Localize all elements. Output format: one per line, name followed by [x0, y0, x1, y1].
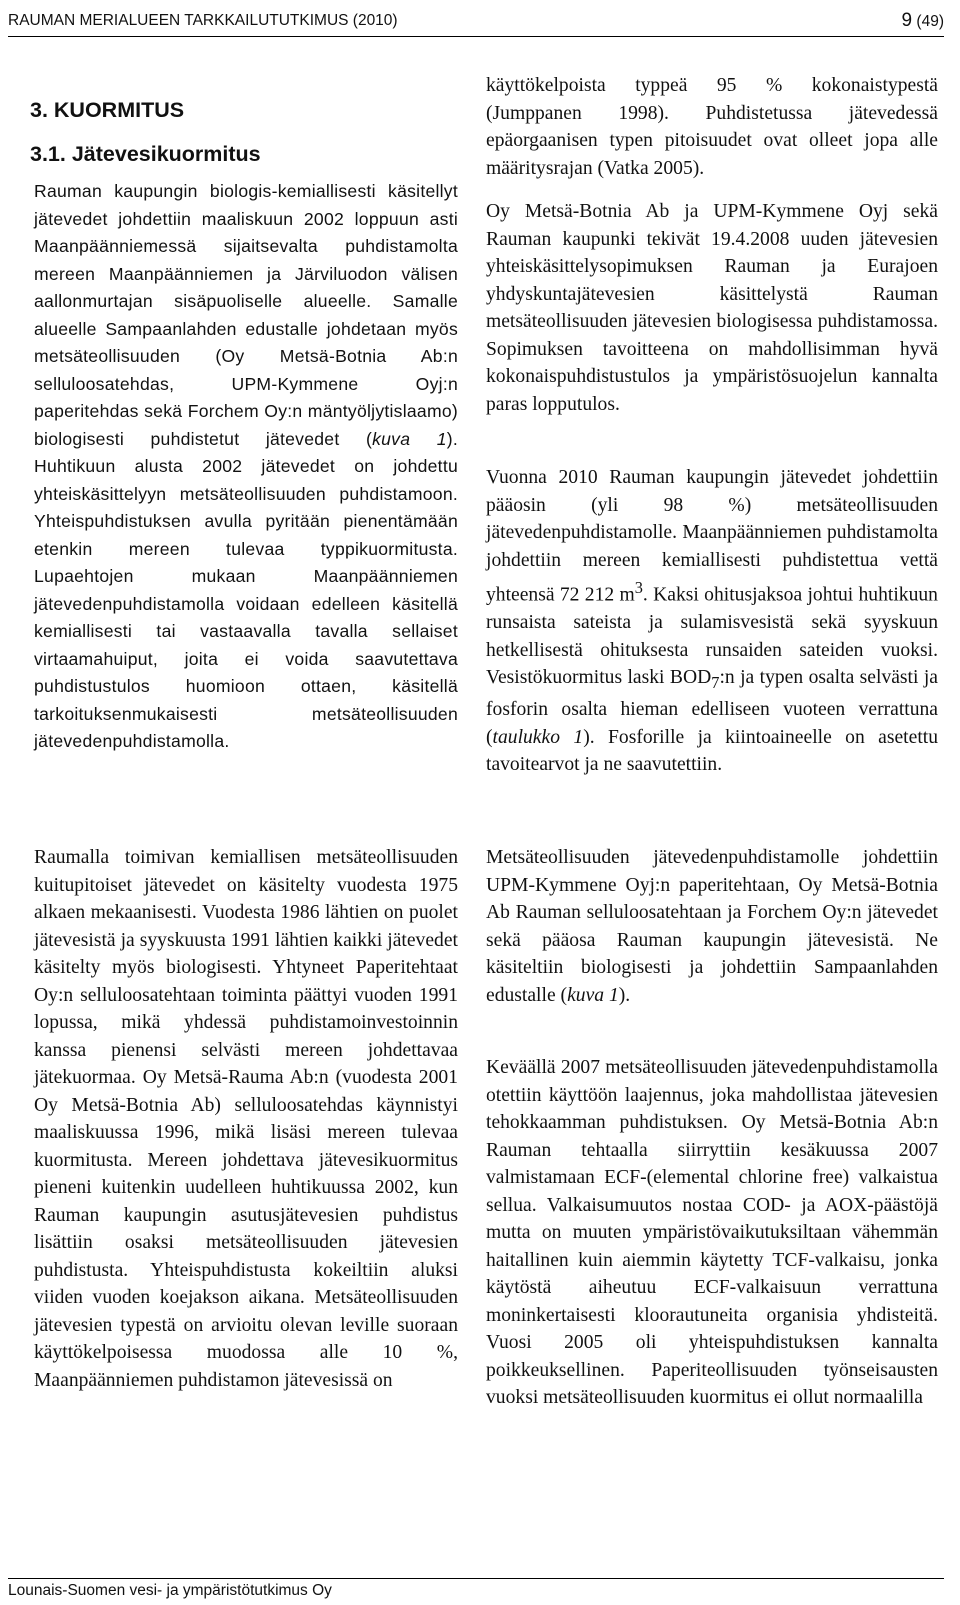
figure-reference: kuva 1: [372, 428, 447, 449]
right-p3-text-c: :n ja typen osalta selvästi ja fosforin osalta hieman edelliseen vuoteen verrattuna (: [486, 667, 938, 748]
right-paragraph-1: käyttökelpoista typpeä 95 % kokonaistypestä (Jumppanen 1998). Puhdistetussa jätevedessä epäorgaanisen typen pitoisuudet ovat olleet jopa alle määritysrajan (Vatka 2005).: [486, 75, 938, 179]
publication-title: RAUMAN MERIALUEEN TARKKAILUTUTKIMUS (2010): [8, 12, 398, 29]
right-p3-text-b: . Kaksi ohitusjaksoa johtui huhtikuun runsaista sateista ja sulamisvesistä sekä syyskuun hetkellisestä ohituksesta runsaiden sateiden vuoksi. Vesistökuormitus laski BOD: [486, 584, 938, 689]
left-p1-text-b: ). Huhtikuun alusta 2002 jätevedet on johdettu yhteiskäsittelyyn metsäteollisuuden puhdistamoon. Yhteispuhdistuksen avulla pyritään pienentämään etenkin mereen tulevaa typpikuormitusta. Lupaehtojen mukaan Maanpäänniemen jätevedenpuhdistamolla voidaan edelleen käsitellä kemiallisesti tai vastaavalla tavalla sellaiset virtaamahuiput, joita ei voida saavutettava puhdistustulos huomioon ottaen, käsitellä tarkoituksenmukaisesti metsäteollisuuden jätevedenpuhdistamolla.: [34, 428, 458, 751]
right-paragraph-3: [486, 464, 938, 779]
left-paragraph-1: [34, 178, 458, 756]
right-p3-text-d: ). Fosforille ja kiintoaineelle on asetettu tavoitearvot ja ne saavutettiin.: [486, 726, 939, 776]
footer: [8, 1578, 944, 1600]
right-p4-text-a: Metsäteollisuuden jätevedenpuhdistamolle johdettiin UPM-Kymmene Oyj:n paperitehtaan, Oy Metsä-Botnia Ab Rauman selluloosatehtaan ja Forchem Oy:n jätevedet sekä pääosa Rauman kaupungin jätevesistä. Ne käsiteltiin biologisesti ja johdettiin Sampaanlahden edustalle (: [486, 847, 938, 1006]
right-p3-text-a: Vuonna 2010 Rauman kaupungin jätevedet johdettiin pääosin (yli 98 %) metsäteollisuuden jätevedenpuhdistamolle. Maanpäänniemen puhdistamolta johdettiin mereen kemiallisesti puhdistettua vettä yhteensä 72 212 m: [486, 467, 938, 606]
subsection-heading: 3.1. Jätevesikuormitus: [30, 142, 261, 166]
right-paragraph-4: [486, 844, 938, 1009]
page-number-total: (49): [916, 13, 944, 30]
figure-reference: kuva 1: [567, 984, 619, 1006]
right-p4-text-b: ).: [618, 984, 631, 1006]
right-paragraph-2: Oy Metsä-Botnia Ab ja UPM-Kymmene Oyj sekä Rauman kaupunki tekivät 19.4.2008 uuden jätevesien yhteiskäsittelysopimuksen Rauman ja Eurajoen yhdyskuntajätevesien käsittelystä Rauman metsäteollisuuden jätevesien biologisessa puhdistamossa. Sopimuksen tavoitteena on mahdollisimman hyvä kokonaispuhdistustulos ja ympäristösuojelun kannalta paras lopputulos.: [486, 201, 938, 415]
right-paragraph-5: Keväällä 2007 metsäteollisuuden jätevedenpuhdistamolla otettiin käyttöön laajennus, joka mahdollistaa jätevesien tehokkaamman puhdistuksen. Oy Metsä-Botnia Ab:n Rauman tehtaalla siirryttiin kesäkuussa 2007 valmistamaan ECF-(elemental chlorine free) valkaistua sellua. Valkaisumuutos nostaa COD- ja AOX-päästöjä mutta on muuten ympäristövaikutuksiltaan vähemmän haitallinen kuin aiemmin käytetty TCF-valkaisu, jonka käytöstä aiheutuu ECF-valkaisuun verrattuna moninkertaisesti kloorautuneita organisia yhdisteitä. Vuosi 2005 oli yhteispuhdistuksen kannalta poikkeuksellinen. Paperiteollisuuden työnseisausten vuoksi metsäteollisuuden kuormitus ei ollut normaalilla: [486, 1057, 938, 1408]
footer-organization: Lounais-Suomen vesi- ja ympäristötutkimus Oy: [8, 1582, 332, 1599]
unit-superscript: 3: [634, 578, 643, 597]
running-header: [8, 6, 944, 37]
page-number: [902, 6, 944, 37]
left-paragraph-2: Raumalla toimivan kemiallisen metsäteollisuuden kuitupitoiset jätevedet on käsitelty vuodesta 1975 alkaen mekaanisesti. Vuodesta 1986 lähtien on puolet jätevesistä ja syyskuusta 1991 lähtien kaikki jätevedet käsitelty myös biologisesti. Yhtyneet Paperitehtaat Oy:n selluloosatehtaan toiminta päättyi vuoden 1991 lopussa, mikä yhdessä puhdistamoinvestoinnin kanssa pienensi selvästi mereen johdettavaa jätekuormaa. Oy Metsä-Rauma Ab:n (vuodesta 2001 Oy Metsä-Botnia Ab) selluloosatehdas käynnistyi maaliskuussa 1996, mikä lisäsi mereen tulevaa kuormitusta. Mereen johdettava jätevesikuormitus pieneni kuitenkin uudelleen huhtikuussa 2002, kun Rauman kaupungin asutusjätevesien puhdistus lisättiin osaksi metsäteollisuuden jätevesien puhdistusta. Yhteispuhdistusta kokeiltiin aluksi viiden vuoden koejakson aikana. Metsäteollisuuden jätevesien typestä on arvioitu olevan leville suoraan käyttökelpoisessa muodossa alle 10 %, Maanpäänniemen puhdistamon jätevesissä on: [34, 847, 458, 1391]
left-p1-text-a: Rauman kaupungin biologis-kemiallisesti käsitellyt jätevedet johdettiin maaliskuun 2002 loppuun asti Maanpäänniemessä sijaitsevalta puhdistamolta mereen Maanpäänniemen ja Järviluodon välisen aallonmurtajan sisäpuoliselle alueelle. Samalle alueelle Sampaanlahden edustalle johdetaan myös metsäteollisuuden (Oy Metsä-Botnia Ab:n selluloosatehdas, UPM-Kymmene Oyj:n paperitehdas sekä Forchem Oy:n mäntyöljytislaamo) biologisesti puhdistetut jätevedet (: [34, 181, 458, 449]
table-reference: taulukko 1: [492, 726, 584, 748]
page-number-current: 9: [901, 10, 913, 31]
bod-subscript: 7: [711, 672, 720, 692]
section-heading: 3. KUORMITUS: [30, 98, 185, 122]
